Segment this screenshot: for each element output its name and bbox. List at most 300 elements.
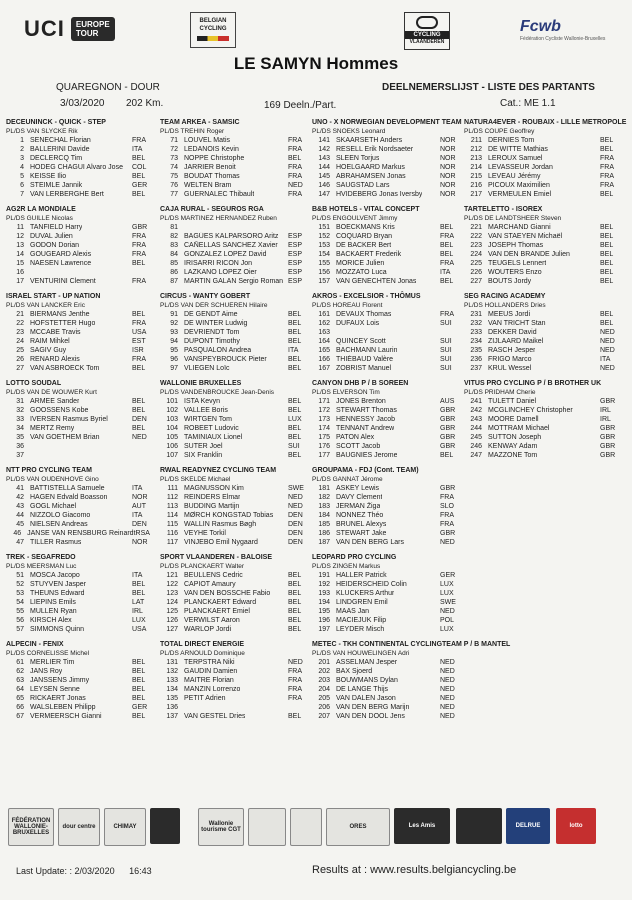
rider-country: NOR (440, 164, 456, 171)
rider-number: 34 (16, 425, 24, 432)
rider-country: GBR (600, 434, 616, 441)
rider-number: 212 (470, 146, 482, 153)
rider-row (464, 406, 622, 415)
rider-country: SUI (440, 347, 452, 354)
rider-number: 52 (16, 581, 24, 588)
rider-number: 182 (318, 494, 330, 501)
rider-name: SIX Franklin (184, 452, 223, 459)
team-director: PL/DS GANNAT Jérome (312, 476, 383, 483)
rider-number: 197 (318, 626, 330, 633)
team-director: PL/DS ELVERSON Tim (312, 389, 380, 396)
rider-name: GOGL Michael (30, 503, 77, 510)
rider-row (6, 511, 154, 520)
rider-number: 241 (470, 398, 482, 405)
rider-country: BEL (132, 398, 146, 405)
rider-row (6, 190, 154, 199)
rider-number: 13 (16, 242, 24, 249)
rider-country: NOR (440, 173, 456, 180)
rider-number: 26 (16, 356, 24, 363)
rider-name: ARMEE Sander (30, 398, 80, 405)
race-distance: 202 Km. (126, 98, 164, 109)
team-block (160, 118, 310, 202)
rider-name: HAGEN Edvald Boasson (30, 494, 108, 501)
rider-row (312, 625, 462, 634)
rider-row (312, 172, 462, 181)
rider-country: BEL (288, 599, 302, 606)
rider-name: IVERSEN Rasmus Byriel (30, 416, 108, 423)
team-director: PL/DS CORNELISSE Michel (6, 650, 90, 657)
rider-row (6, 232, 154, 241)
rider-row (6, 319, 154, 328)
rider-name: GUERNALEC Thibault (184, 191, 255, 198)
rider-row (312, 667, 462, 676)
rider-number: 107 (166, 452, 178, 459)
rider-country: FRA (440, 494, 454, 501)
rider-row (6, 538, 154, 547)
rider-row (312, 223, 462, 232)
rider-name: BACKAERT Frederik (336, 251, 402, 258)
rider-row (160, 397, 310, 406)
rider-name: SIMMONS Quinn (30, 626, 85, 633)
rider-number: 71 (170, 137, 178, 144)
rider-number: 186 (318, 530, 330, 537)
rider-name: BEULLENS Cedric (184, 572, 243, 579)
rider-row (160, 607, 310, 616)
rider-country: BEL (288, 581, 302, 588)
rider-number: 195 (318, 608, 330, 615)
rider-name: LEVEAU Jérémy (488, 173, 541, 180)
rider-name: LAZKANO LOPEZ Oier (184, 269, 257, 276)
rider-number: 174 (318, 425, 330, 432)
team-name: TREK - SEGAFREDO (6, 554, 76, 561)
rider-country: SWE (288, 485, 304, 492)
rider-row (160, 145, 310, 154)
rider-number: 243 (470, 416, 482, 423)
rider-country: BEL (440, 242, 454, 249)
rider-name: DUVAL Julien (30, 233, 73, 240)
sponsor-logo: Wallonie tourisme CGT (198, 808, 244, 846)
rider-country: BEL (288, 329, 302, 336)
team-name: CIRCUS - WANTY GOBERT (160, 293, 251, 300)
rider-name: IRISARRI RICON Jon (184, 260, 253, 267)
rider-country: FRA (440, 233, 454, 240)
rider-country: BEL (288, 407, 302, 414)
rider-row (160, 580, 310, 589)
rider-number: 94 (170, 338, 178, 345)
rider-name: VANSPEYBROUCK Pieter (184, 356, 267, 363)
rider-number: 151 (318, 224, 330, 231)
rider-row (160, 502, 310, 511)
rider-number: 64 (16, 686, 24, 693)
rider-name: BRUNEL Alexys (336, 521, 387, 528)
rider-country: NED (600, 365, 615, 372)
rider-row (160, 589, 310, 598)
entrants-count: 169 Deeln./Part. (264, 100, 337, 111)
rider-country: NED (132, 434, 147, 441)
rider-name: WIRTGEN Tom (184, 416, 232, 423)
rider-row (160, 259, 310, 268)
rider-number: 194 (318, 599, 330, 606)
rider-row (160, 538, 310, 547)
rider-name: MOZZATO Luca (336, 269, 387, 276)
rider-row (312, 424, 462, 433)
team-name: NATURA4EVER - ROUBAIX - LILLE METROPOLE (464, 119, 627, 126)
team-director: PL/DS GUILLE Nicolas (6, 215, 73, 222)
rider-row (312, 397, 462, 406)
team-director: PL/DS COUPE Geoffrey (464, 128, 535, 135)
rider-row (6, 616, 154, 625)
rider-country: FRA (132, 233, 146, 240)
rider-country: ITA (288, 347, 299, 354)
rider-name: WOUTERS Enzo (488, 269, 542, 276)
rider-name: DEVRIENDT Tom (184, 329, 240, 336)
team-name: DECEUNINCK - QUICK - STEP (6, 119, 106, 126)
rider-row (312, 685, 462, 694)
rider-number: 92 (170, 320, 178, 327)
rider-row (160, 712, 310, 721)
team-name: TEAM ARKEA - SAMSIC (160, 119, 240, 126)
team-name: CAJA RURAL - SEGUROS RGA (160, 206, 264, 213)
rider-country: BEL (288, 338, 302, 345)
sponsor-logo (150, 808, 180, 844)
rider-number: 27 (16, 365, 24, 372)
rider-name: LIEPINS Emils (30, 599, 76, 606)
rider-country: BEL (600, 260, 614, 267)
rider-number: 206 (318, 704, 330, 711)
rider-name: PETIT Adrien (184, 695, 226, 702)
rider-name: REINDERS Elmar (184, 494, 241, 501)
rider-row (6, 502, 154, 511)
team-director: PL/DS VAN LANCKER Eric (6, 302, 85, 309)
team-name: WALLONIE BRUXELLES (160, 380, 242, 387)
rider-number: 184 (318, 512, 330, 519)
rider-country: GER (132, 704, 148, 711)
sponsor-logo (248, 808, 286, 846)
rider-country: FRA (600, 173, 614, 180)
rider-name: LEDANOIS Kevin (184, 146, 239, 153)
rider-name: VAN DEN BERG Marijn (336, 704, 410, 711)
rider-row (464, 451, 622, 460)
rider-name: PATON Alex (336, 434, 375, 441)
rider-row (312, 277, 462, 286)
rider-country: NED (440, 695, 455, 702)
team-block (6, 553, 154, 637)
rider-name: VAN STAEYEN Michaël (488, 233, 563, 240)
rider-name: MANZIN Lorrenzo (184, 686, 241, 693)
last-update (16, 866, 152, 876)
rider-row (160, 703, 310, 712)
rider-country: NOR (440, 191, 456, 198)
rider-row (312, 406, 462, 415)
rider-country: FRA (132, 278, 146, 285)
rider-name: WELTEN Bram (184, 182, 232, 189)
rider-country: AUT (132, 503, 146, 510)
rider-number: 67 (16, 713, 24, 720)
rider-name: THIÉBAUD Valère (336, 356, 394, 363)
rider-row (312, 319, 462, 328)
rider-number: 21 (16, 311, 24, 318)
rider-name: JANSE VAN RENSBURG Reinardt (27, 530, 136, 537)
rider-number: 31 (16, 398, 24, 405)
rider-row (6, 607, 154, 616)
rider-name: HEIDERSCHEID Colin (336, 581, 407, 588)
rider-name: SUTER Joel (184, 443, 223, 450)
rider-name: HALLER Patrick (336, 572, 387, 579)
rider-number: 141 (318, 137, 330, 144)
rider-name: RICKAERT Jonas (30, 695, 86, 702)
rider-number: 181 (318, 485, 330, 492)
rider-row (312, 589, 462, 598)
rider-number: 123 (166, 590, 178, 597)
rider-number: 164 (318, 338, 330, 345)
sponsor-logo (290, 808, 322, 846)
sponsor-logo (456, 808, 502, 844)
rider-number: 74 (170, 164, 178, 171)
rider-row (312, 190, 462, 199)
rider-name: LEYDER Misch (336, 626, 385, 633)
rider-row (6, 685, 154, 694)
rider-number: 245 (470, 434, 482, 441)
rider-row (312, 259, 462, 268)
rider-row (464, 136, 622, 145)
rider-country: NED (288, 659, 303, 666)
rider-country: BEL (288, 365, 302, 372)
rider-row (312, 538, 462, 547)
team-name: NTT PRO CYCLING TEAM (6, 467, 92, 474)
rider-country: BEL (600, 311, 614, 318)
rider-country: BEL (288, 590, 302, 597)
rider-row (6, 364, 154, 373)
rider-country: NED (440, 713, 455, 720)
rider-row (6, 520, 154, 529)
rider-name: VAN DALEN Jason (336, 695, 396, 702)
rider-number: 233 (470, 329, 482, 336)
rider-number: 61 (16, 659, 24, 666)
rider-name: GOUGEARD Alexis (30, 251, 92, 258)
rider-name: BAUGNIES Jerome (336, 452, 398, 459)
rider-row (6, 328, 154, 337)
race-date: 3/03/2020 (60, 98, 105, 109)
rider-country: FRA (600, 164, 614, 171)
rider-name: VALLEE Boris (184, 407, 228, 414)
rider-country: NOR (132, 539, 148, 546)
rider-name: DEKKER David (488, 329, 537, 336)
team-director: PL/DS VAN SLYCKE Rik (6, 128, 78, 135)
rider-number: 213 (470, 155, 482, 162)
rider-country: BEL (132, 581, 146, 588)
rider-country: BEL (132, 659, 146, 666)
rider-row (160, 667, 310, 676)
team-block (160, 205, 310, 289)
rider-country: FRA (288, 686, 302, 693)
rider-country: BEL (288, 608, 302, 615)
rider-country: GBR (132, 224, 148, 231)
rider-name: RAIM Mihkel (30, 338, 70, 345)
rider-row (160, 625, 310, 634)
rider-country: BEL (288, 572, 302, 579)
rider-row (6, 310, 154, 319)
rider-number: 177 (318, 452, 330, 459)
belgian-flag-icon (197, 36, 229, 41)
rider-country: POL (440, 617, 455, 624)
belgian-cycling-text: BELGIAN CYCLING (199, 18, 227, 32)
rider-number: 47 (16, 539, 24, 546)
rider-number: 192 (318, 581, 330, 588)
rider-name: SLEEN Torjus (336, 155, 380, 162)
rider-country: NOR (440, 146, 456, 153)
team-name: UNO - X NORWEGIAN DEVELOPMENT TEAM (312, 119, 462, 126)
rider-country: BEL (288, 155, 302, 162)
team-director: PL/DS ZINGEN Markus (312, 563, 381, 570)
rider-number: 127 (166, 626, 178, 633)
rider-row (6, 598, 154, 607)
rider-number: 37 (16, 452, 24, 459)
rider-name: SKAARSETH Anders (336, 137, 403, 144)
rider-country: BEL (132, 155, 146, 162)
rider-name: HVIDEBERG Jonas Iversby (336, 191, 423, 198)
rider-row (160, 484, 310, 493)
rider-name: PLANCKAERT Edward (184, 599, 257, 606)
rider-country: FRA (132, 251, 146, 258)
rider-row (464, 181, 622, 190)
rider-name: PLANCKAERT Emiel (184, 608, 250, 615)
team-block (312, 205, 462, 289)
sponsor-logo: ORES (326, 808, 390, 846)
team-block (160, 553, 310, 637)
rider-number: 32 (16, 407, 24, 414)
rider-country: NED (600, 347, 615, 354)
rider-row (160, 451, 310, 460)
rider-country: BEL (132, 668, 146, 675)
rider-row (312, 451, 462, 460)
team-block (464, 292, 622, 376)
rider-country: NOR (132, 494, 148, 501)
results-url: Results at : www.results.belgiancycling.be (312, 864, 517, 876)
rider-country: BEL (132, 191, 146, 198)
rider-row (6, 406, 154, 415)
rider-row (6, 250, 154, 259)
rider-number: 247 (470, 452, 482, 459)
rider-number: 187 (318, 539, 330, 546)
rider-country: BEL (132, 590, 146, 597)
rider-name: JOSEPH Thomas (488, 242, 544, 249)
rider-number: 115 (166, 521, 178, 528)
rider-name: MAITRE Florian (184, 677, 234, 684)
rider-country: DEN (132, 416, 147, 423)
team-director: PL/DS HOLLANDERS Dries (464, 302, 546, 309)
rider-country: BEL (600, 191, 614, 198)
team-column-2 (160, 118, 310, 727)
rider-row (312, 136, 462, 145)
rider-row (160, 694, 310, 703)
last-update-time: 16:43 (129, 866, 152, 876)
team-block (160, 466, 310, 550)
rider-row (160, 223, 310, 232)
rider-country: ITA (132, 512, 143, 519)
rider-name: PASQUALON Andrea (184, 347, 252, 354)
rider-number: 156 (318, 269, 330, 276)
rider-country: BEL (288, 398, 302, 405)
rider-country: NED (600, 329, 615, 336)
team-block (6, 640, 154, 724)
rider-number: 145 (318, 173, 330, 180)
rider-name: MACIEJUK Filip (336, 617, 387, 624)
rider-row (160, 136, 310, 145)
rider-number: 214 (470, 164, 482, 171)
rider-name: DE BACKER Bert (336, 242, 392, 249)
rider-country: GBR (600, 443, 616, 450)
rider-name: KIRSCH Alex (30, 617, 72, 624)
sponsor-logo: Les Amis (394, 808, 450, 844)
rider-country: ESP (288, 278, 303, 285)
rider-row (6, 241, 154, 250)
rider-row (464, 154, 622, 163)
team-block (160, 640, 310, 724)
rider-number: 33 (16, 416, 24, 423)
rider-country: BEL (132, 425, 146, 432)
rider-number: 75 (170, 173, 178, 180)
rider-number: 6 (20, 182, 24, 189)
rider-number: 205 (318, 695, 330, 702)
rider-number: 154 (318, 251, 330, 258)
rider-number: 221 (470, 224, 482, 231)
rider-country: BEL (132, 173, 146, 180)
rider-number: 54 (16, 599, 24, 606)
cycling-vlaanderen-logo (404, 12, 450, 50)
rider-name: TEUGELS Lennert (488, 260, 547, 267)
rider-row (464, 355, 622, 364)
rider-number: 42 (16, 494, 24, 501)
rider-number: 167 (318, 365, 330, 372)
rider-name: MARCHAND Gianni (488, 224, 551, 231)
rider-name: BAX Sjoerd (336, 668, 373, 675)
rider-name: DE LANGE Thijs (336, 686, 388, 693)
rider-country: LUX (132, 617, 146, 624)
rider-country: NOR (440, 155, 456, 162)
rider-number: 207 (318, 713, 330, 720)
team-name: AKROS - EXCELSIOR - THÔMUS (312, 293, 421, 300)
rider-name: BAGÜES KALPARSORO Aritz (184, 233, 279, 240)
rider-name: BOUTS Jordy (488, 278, 532, 285)
rider-row (312, 346, 462, 355)
team-block (312, 292, 462, 376)
rider-row (160, 364, 310, 373)
rider-row (464, 163, 622, 172)
rider-country: IRL (600, 416, 611, 423)
rider-row (160, 406, 310, 415)
rider-country: GBR (600, 398, 616, 405)
rider-row (6, 337, 154, 346)
rider-country: BEL (288, 713, 302, 720)
rider-number: 116 (166, 530, 178, 537)
rider-name: HOFSTETTER Hugo (30, 320, 96, 327)
rider-number: 135 (166, 695, 178, 702)
sponsor-logo-strip (8, 808, 626, 852)
rider-name: DEVAUX Thomas (336, 311, 392, 318)
rider-row (464, 337, 622, 346)
rider-name: LEROUX Samuel (488, 155, 543, 162)
rider-row (312, 268, 462, 277)
rider-name: STEWART Jake (336, 530, 387, 537)
rider-country: BEL (132, 677, 146, 684)
team-name: LOTTO SOUDAL (6, 380, 62, 387)
rider-country: USA (132, 329, 147, 336)
rider-row (464, 145, 622, 154)
rider-row (312, 502, 462, 511)
rider-row (160, 442, 310, 451)
team-director: PL/DS ARNOULD Dominique (160, 650, 245, 657)
rider-row (6, 676, 154, 685)
